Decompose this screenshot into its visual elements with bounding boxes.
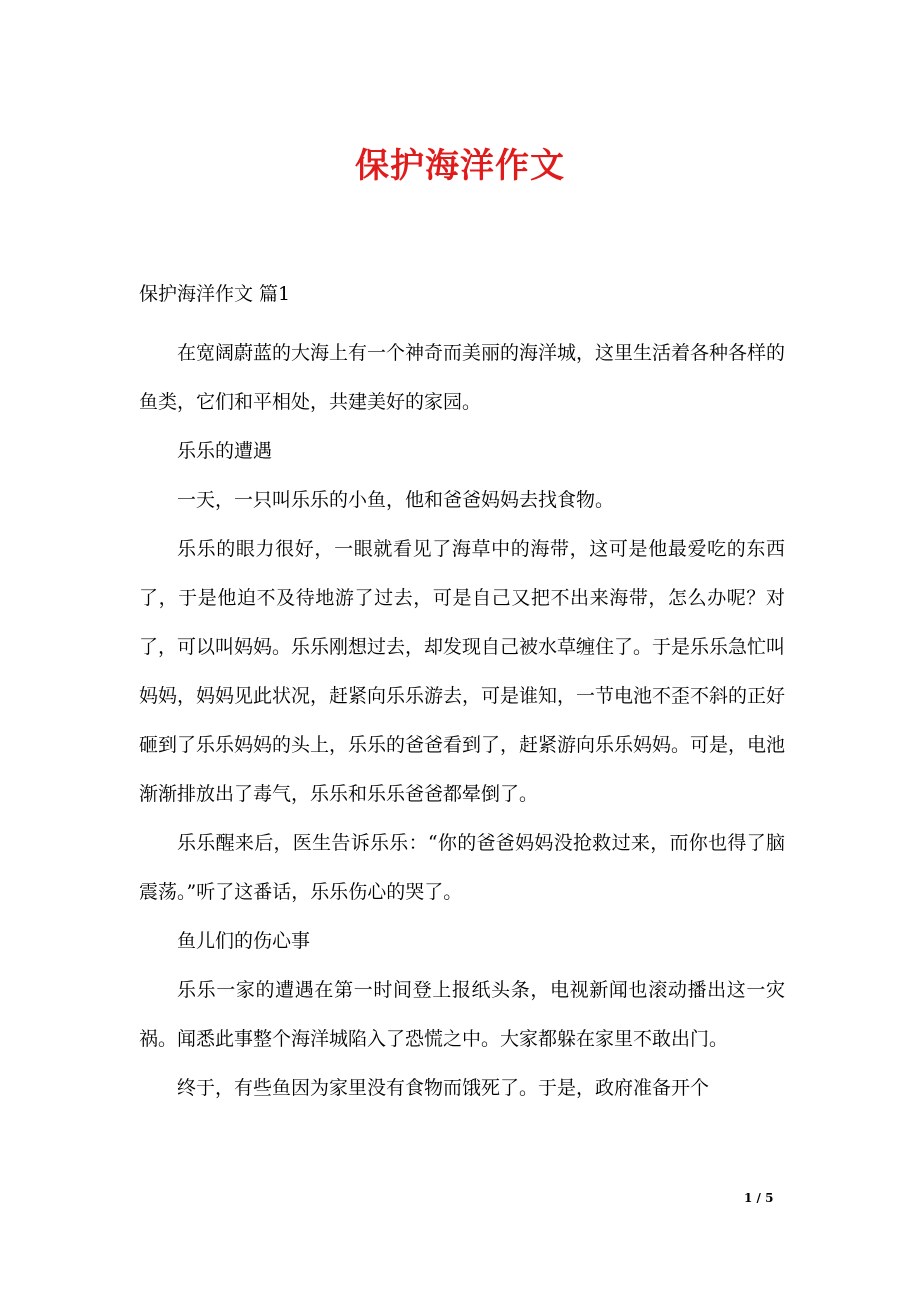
document-body xyxy=(139,280,785,1113)
paragraph-subtitle: 乐乐的遭遇 xyxy=(177,440,273,462)
paragraph: 终于，有些鱼因为家里没有食物而饿死了。于是，政府准备开个 xyxy=(177,1077,710,1099)
document-title: 保护海洋作文 xyxy=(355,146,565,186)
section-heading: 保护海洋作文 篇1 xyxy=(139,283,291,305)
paragraph: 一天，一只叫乐乐的小鱼，他和爸爸妈妈去找食物。 xyxy=(177,489,615,511)
paragraph-subtitle: 鱼儿们的伤心事 xyxy=(177,930,311,952)
page-indicator: 1 / 5 xyxy=(744,1191,774,1205)
paragraph: 乐乐的眼力很好，一眼就看见了海草中的海带，这可是他最爱吃的东西了，于是他迫不及待地游了过去，可是自己又把不出来海带，怎么办呢？对了，可以叫妈妈。乐乐刚想过去，却发现自己被水草缠住了。于是乐乐急忙叫妈妈，妈妈见此状况，赶紧向乐乐游去，可是谁知，一节电池不歪不斜的正好砸到了乐乐妈妈的头上，乐乐的爸爸看到了，赶紧游向乐乐妈妈。可是，电池渐渐排放出了毒气，乐乐和乐乐爸爸都晕倒了。 xyxy=(139,538,786,805)
paragraph: 乐乐醒来后，医生告诉乐乐：“你的爸爸妈妈没抢救过来，而你也得了脑震荡。”听了这番话，乐乐伤心的哭了。 xyxy=(139,832,785,903)
paragraph: 乐乐一家的遭遇在第一时间登上报纸头条，电视新闻也滚动播出这一灾祸。闻悉此事整个海洋城陷入了恐慌之中。大家都躲在家里不敢出门。 xyxy=(139,979,785,1050)
paragraph: 在宽阔蔚蓝的大海上有一个神奇而美丽的海洋城，这里生活着各种各样的鱼类，它们和平相处，共建美好的家园。 xyxy=(139,342,786,413)
